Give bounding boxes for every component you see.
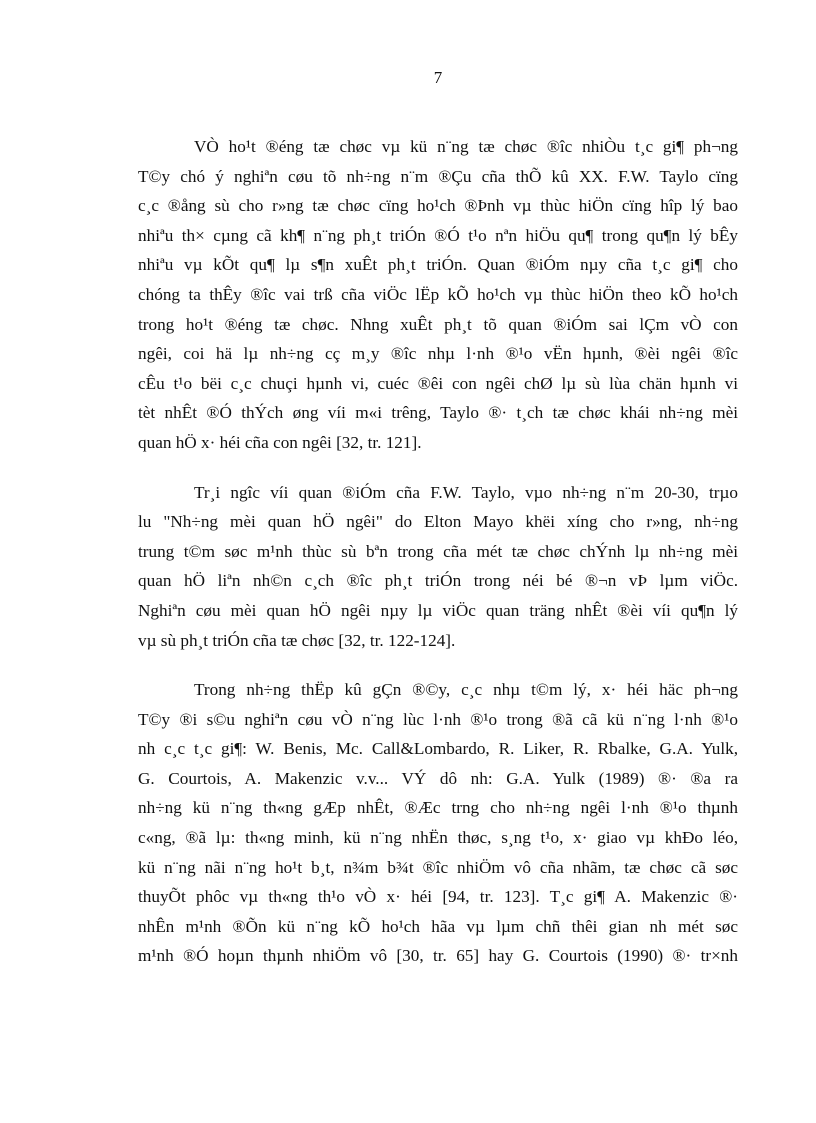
text-line: Trong nh÷ng thËp kû gÇn ®©y, c¸c nhµ t©m lý, x· héi häc ph¬ng bbox=[194, 680, 738, 700]
text-line: tèt nhÊt ®Ó thÝch øng víi m«i trêng, Taylo ®· t¸ch tæ chøc khái nh÷ng mèi bbox=[138, 403, 738, 423]
text-line: nh÷ng kü n¨ng th«ng gÆp nhÊt, ®Æc trng cho nh÷ng ngêi l·nh ®¹o thµnh bbox=[138, 798, 738, 818]
text-line: Nghiªn cøu mèi quan hÖ ngêi nµy lµ viÖc quan träng nhÊt ®èi víi qu¶n lý bbox=[138, 600, 738, 620]
text-line: c¸c ®ång sù cho r»ng tæ chøc cïng ho¹ch ®Þnh vµ thùc hiÖn cïng hîp lý bao bbox=[138, 196, 738, 216]
text-line: quan hÖ x· héi cña con ngêi [32, tr. 121]. bbox=[138, 432, 422, 452]
text-line: trong ho¹t ®éng tæ chøc. Nhng xuÊt ph¸t tõ quan ®iÓm sai lÇm vÒ con bbox=[138, 314, 738, 334]
text-line: lu "Nh÷ng mèi quan hÖ ngêi" do Elton Mayo khëi xíng cho r»ng, nh÷ng bbox=[138, 512, 738, 532]
text-line: chóng ta thÊy ®îc vai trß cña viÖc lËp kÕ ho¹ch vµ thùc hiÖn theo kÕ ho¹ch bbox=[138, 284, 738, 304]
text-line: kü n¨ng nãi n¨ng ho¹t b¸t, n¾m b¾t ®îc nhiÖm vô cña nhãm, tæ chøc cã søc bbox=[138, 857, 738, 877]
page-number: 7 bbox=[433, 68, 443, 87]
text-line: trung t©m søc m¹nh thùc sù bªn trong cña mét tæ chøc chÝnh lµ nh÷ng mèi bbox=[138, 541, 738, 561]
paragraph-2 bbox=[138, 478, 738, 656]
text-line: nh c¸c t¸c gi¶: W. Benis, Mc. Call&Lombardo, R. Liker, R. Rbalke, G.A. Yulk, bbox=[138, 739, 738, 759]
text-line: ngêi, coi hä lµ nh÷ng cç m¸y ®îc nhµ l·nh ®¹o vËn hµnh, ®èi ngêi ®îc bbox=[138, 344, 738, 364]
text-line: c«ng, ®ã lµ: th«ng minh, kü n¨ng nhËn thøc, s¸ng t¹o, x· giao vµ khÐo léo, bbox=[138, 828, 738, 848]
text-line: thuyÕt phôc vµ th«ng th¹o vÒ x· héi [94, tr. 123]. T¸c gi¶ A. Makenzic ®· bbox=[138, 887, 738, 907]
text-line: G. Courtois, A. Makenzic v.v... VÝ dô nh: G.A. Yulk (1989) ®· ®a ra bbox=[138, 768, 738, 788]
paragraph-3 bbox=[138, 675, 738, 971]
text-line: T©y chó ý nghiªn cøu tõ nh÷ng n¨m ®Çu cña thÕ kû XX. F.W. Taylo cïng bbox=[138, 166, 738, 186]
text-line: nhiªu vµ kÕt qu¶ lµ s¶n xuÊt ph¸t triÓn. Quan ®iÓm nµy cña t¸c gi¶ cho bbox=[138, 255, 738, 275]
text-line: VÒ ho¹t ®éng tæ chøc vµ kü n¨ng tæ chøc ®îc nhiÒu t¸c gi¶ ph¬ng bbox=[194, 137, 738, 156]
text-line: vµ sù ph¸t triÓn cña tæ chøc [32, tr. 122-124]. bbox=[138, 630, 456, 650]
text-line: T©y ®i s©u nghiªn cøu vÒ n¨ng lùc l·nh ®¹o trong ®ã cã kü n¨ng l·nh ®¹o bbox=[138, 709, 738, 729]
text-line: nhÊn m¹nh ®Õn kü n¨ng kÕ ho¹ch hãa vµ lµm chñ thêi gian nh mét søc bbox=[138, 916, 738, 936]
text-line: cÊu t¹o bëi c¸c chuçi hµnh vi, cuéc ®êi con ngêi chØ lµ sù lùa chän hµnh vi bbox=[138, 373, 738, 393]
text-line: Tr¸i ngîc víi quan ®iÓm cña F.W. Taylo, vµo nh÷ng n¨m 20-30, trµo bbox=[194, 482, 738, 502]
text-line: quan hÖ liªn nh©n c¸ch ®îc ph¸t triÓn trong néi bé ®¬n vÞ lµm viÖc. bbox=[138, 571, 738, 591]
text-line: m¹nh ®Ó hoµn thµnh nhiÖm vô [30, tr. 65] hay G. Courtois (1990) ®· tr×nh bbox=[138, 946, 738, 966]
text-line: nhiªu th× cµng cã kh¶ n¨ng ph¸t triÓn ®Ó t¹o nªn hiÖu qu¶ trong qu¶n lý bÊy bbox=[138, 225, 738, 245]
paragraph-1 bbox=[138, 132, 738, 458]
